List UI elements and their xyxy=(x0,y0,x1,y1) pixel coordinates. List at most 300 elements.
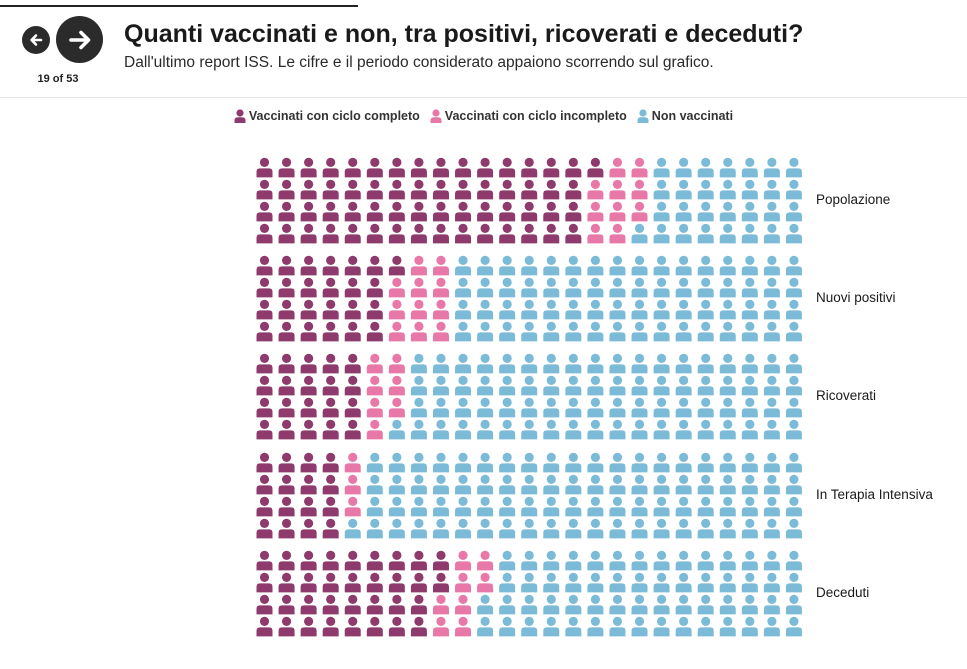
person-icon-completo xyxy=(411,595,427,615)
person-icon-completo xyxy=(345,224,361,244)
person-icon-non_vaccinati xyxy=(654,573,670,593)
person-icon-non_vaccinati xyxy=(609,617,625,637)
person-icon-non_vaccinati xyxy=(499,354,515,374)
person-icon-completo xyxy=(257,453,273,473)
person-icon-incompleto xyxy=(367,420,383,440)
person-icon-non_vaccinati xyxy=(676,224,692,244)
person-icon-non_vaccinati xyxy=(676,354,692,374)
person-icon-completo xyxy=(455,202,471,222)
person-icon-non_vaccinati xyxy=(543,595,559,615)
person-icon-completo xyxy=(257,180,273,200)
person-icon-completo xyxy=(279,354,295,374)
person-icon-non_vaccinati xyxy=(455,376,471,396)
person-icon-non_vaccinati xyxy=(609,475,625,495)
person-icon-non_vaccinati xyxy=(764,519,780,539)
person-icon-non_vaccinati xyxy=(455,453,471,473)
person-icon-completo xyxy=(323,551,339,571)
person-icon-non_vaccinati xyxy=(455,398,471,418)
person-icon-non_vaccinati xyxy=(389,453,405,473)
person-icon-non_vaccinati xyxy=(499,519,515,539)
person-icon-incompleto xyxy=(433,278,449,298)
person-icon-non_vaccinati xyxy=(720,420,736,440)
person-icon-non_vaccinati xyxy=(499,322,515,342)
person-icon-completo xyxy=(257,224,273,244)
person-icon-non_vaccinati xyxy=(720,300,736,320)
person-icon-non_vaccinati xyxy=(654,202,670,222)
person-icon-completo xyxy=(367,551,383,571)
person-icon-non_vaccinati xyxy=(676,278,692,298)
person-icon-completo xyxy=(257,354,273,374)
person-icon-non_vaccinati xyxy=(654,453,670,473)
person-icon-completo xyxy=(389,595,405,615)
person-icon-non_vaccinati xyxy=(367,519,383,539)
person-icon-non_vaccinati xyxy=(698,300,714,320)
person-icon-non_vaccinati xyxy=(654,256,670,276)
person-icon-non_vaccinati xyxy=(632,300,648,320)
person-icon-non_vaccinati xyxy=(565,551,581,571)
person-icon-completo xyxy=(301,256,317,276)
person-icon-completo xyxy=(301,497,317,517)
person-icon-completo xyxy=(433,202,449,222)
person-icon-incompleto xyxy=(389,398,405,418)
person-icon-completo xyxy=(323,354,339,374)
person-icon-non_vaccinati xyxy=(587,420,603,440)
person-icon-completo xyxy=(323,158,339,178)
person-icon-non_vaccinati xyxy=(632,354,648,374)
person-icon-completo xyxy=(543,202,559,222)
person-icon-non_vaccinati xyxy=(587,573,603,593)
person-icon-completo xyxy=(345,180,361,200)
person-icon-non_vaccinati xyxy=(587,322,603,342)
person-icon-completo xyxy=(367,617,383,637)
person-icon-non_vaccinati xyxy=(609,573,625,593)
person-icon-non_vaccinati xyxy=(698,322,714,342)
person-icon-non_vaccinati xyxy=(786,398,802,418)
person-icon-non_vaccinati xyxy=(543,354,559,374)
person-icon-non_vaccinati xyxy=(477,256,493,276)
waffle-row-2 xyxy=(257,354,802,440)
person-icon-non_vaccinati xyxy=(720,617,736,637)
person-icon-incompleto xyxy=(345,453,361,473)
person-icon-incompleto xyxy=(433,617,449,637)
person-icon-completo xyxy=(323,322,339,342)
person-icon-non_vaccinati xyxy=(499,398,515,418)
person-icon-non_vaccinati xyxy=(786,617,802,637)
person-icon-incompleto xyxy=(411,322,427,342)
person-icon-completo xyxy=(411,180,427,200)
person-icon-non_vaccinati xyxy=(764,256,780,276)
person-icon-completo xyxy=(301,398,317,418)
person-icon-completo xyxy=(257,278,273,298)
person-icon-completo xyxy=(345,300,361,320)
person-icon-completo xyxy=(345,398,361,418)
person-icon-non_vaccinati xyxy=(676,420,692,440)
person-icon-non_vaccinati xyxy=(698,573,714,593)
person-icon-non_vaccinati xyxy=(742,475,758,495)
person-icon-completo xyxy=(345,595,361,615)
person-icon-incompleto xyxy=(433,256,449,276)
person-icon-non_vaccinati xyxy=(786,300,802,320)
person-icon-non_vaccinati xyxy=(654,300,670,320)
person-icon-non_vaccinati xyxy=(632,497,648,517)
person-icon-non_vaccinati xyxy=(786,551,802,571)
person-icon-non_vaccinati xyxy=(786,497,802,517)
person-icon-completo xyxy=(323,300,339,320)
person-icon-incompleto xyxy=(345,475,361,495)
person-icon-non_vaccinati xyxy=(521,617,537,637)
person-icon-non_vaccinati xyxy=(676,453,692,473)
person-icon-non_vaccinati xyxy=(764,300,780,320)
person-icon-non_vaccinati xyxy=(764,497,780,517)
person-icon-non_vaccinati xyxy=(698,519,714,539)
person-icon-non_vaccinati xyxy=(411,497,427,517)
person-icon-completo xyxy=(257,376,273,396)
person-icon-non_vaccinati xyxy=(786,202,802,222)
person-icon-non_vaccinati xyxy=(521,453,537,473)
person-icon-non_vaccinati xyxy=(720,354,736,374)
person-icon-completo xyxy=(257,398,273,418)
person-icon-completo xyxy=(279,617,295,637)
person-icon-non_vaccinati xyxy=(764,180,780,200)
person-icon-non_vaccinati xyxy=(499,573,515,593)
person-icon-non_vaccinati xyxy=(433,398,449,418)
person-icon-non_vaccinati xyxy=(587,376,603,396)
person-icon-completo xyxy=(257,300,273,320)
person-icon-non_vaccinati xyxy=(676,519,692,539)
person-icon-completo xyxy=(477,224,493,244)
person-icon-non_vaccinati xyxy=(742,420,758,440)
person-icon-non_vaccinati xyxy=(654,180,670,200)
person-icon-non_vaccinati xyxy=(654,322,670,342)
person-icon-incompleto xyxy=(455,551,471,571)
person-icon-non_vaccinati xyxy=(742,573,758,593)
person-icon-completo xyxy=(521,158,537,178)
person-icon-non_vaccinati xyxy=(477,398,493,418)
person-icon-completo xyxy=(367,224,383,244)
person-icon-non_vaccinati xyxy=(676,256,692,276)
person-icon-completo xyxy=(323,573,339,593)
person-icon-non_vaccinati xyxy=(654,224,670,244)
person-icon-non_vaccinati xyxy=(477,300,493,320)
person-icon-non_vaccinati xyxy=(764,202,780,222)
legend-label-incompleto: Vaccinati con ciclo incompleto xyxy=(444,109,627,123)
person-icon-completo xyxy=(301,453,317,473)
person-icon-completo xyxy=(257,420,273,440)
legend-label-non-vaccinati: Non vaccinati xyxy=(651,109,734,123)
person-icon-completo xyxy=(411,617,427,637)
person-icon-non_vaccinati xyxy=(632,398,648,418)
person-icon-non_vaccinati xyxy=(411,453,427,473)
person-icon-completo xyxy=(279,420,295,440)
person-icon-completo xyxy=(367,300,383,320)
person-icon-completo xyxy=(301,475,317,495)
person-icon-non_vaccinati xyxy=(587,595,603,615)
person-icon-non_vaccinati xyxy=(543,300,559,320)
person-icon-completo xyxy=(345,617,361,637)
person-icon-incompleto xyxy=(587,180,603,200)
person-icon-non_vaccinati xyxy=(389,497,405,517)
person-icon-non_vaccinati xyxy=(742,322,758,342)
person-icon-incompleto xyxy=(389,354,405,374)
person-icon-non_vaccinati xyxy=(720,256,736,276)
person-icon-non_vaccinati xyxy=(587,551,603,571)
person-icon-non_vaccinati xyxy=(499,300,515,320)
person-icon-completo xyxy=(565,180,581,200)
person-icon-non_vaccinati xyxy=(632,519,648,539)
person-icon-non_vaccinati xyxy=(499,376,515,396)
person-icon-non_vaccinati xyxy=(764,376,780,396)
person-icon-incompleto xyxy=(367,376,383,396)
person-icon-non_vaccinati xyxy=(587,617,603,637)
person-icon-completo xyxy=(345,551,361,571)
person-icon-non_vaccinati xyxy=(609,300,625,320)
person-icon-completo xyxy=(477,202,493,222)
person-icon-non_vaccinati xyxy=(587,453,603,473)
person-icon-incompleto xyxy=(433,322,449,342)
person-icon-incompleto xyxy=(411,300,427,320)
person-icon-completo xyxy=(301,224,317,244)
person-icon-non_vaccinati xyxy=(433,475,449,495)
person-icon-non_vaccinati xyxy=(720,224,736,244)
person-icon-completo xyxy=(323,398,339,418)
person-icon-completo xyxy=(411,202,427,222)
person-icon-non_vaccinati xyxy=(499,617,515,637)
person-icon-non_vaccinati xyxy=(742,256,758,276)
person-icon-completo xyxy=(389,551,405,571)
person-icon-completo xyxy=(389,617,405,637)
person-icon-completo xyxy=(279,180,295,200)
person-icon-non_vaccinati xyxy=(389,420,405,440)
person-icon-completo xyxy=(279,519,295,539)
person-icon-non_vaccinati xyxy=(499,256,515,276)
person-icon-completo xyxy=(323,595,339,615)
person-icon-completo xyxy=(345,158,361,178)
person-icon-non_vaccinati xyxy=(720,158,736,178)
person-icon-completo xyxy=(455,180,471,200)
person-icon-non_vaccinati xyxy=(609,256,625,276)
person-icon-non_vaccinati xyxy=(632,278,648,298)
person-icon-completo xyxy=(367,573,383,593)
person-icon-non_vaccinati xyxy=(543,551,559,571)
person-icon-non_vaccinati xyxy=(411,398,427,418)
person-icon-non_vaccinati xyxy=(477,617,493,637)
person-icon-non_vaccinati xyxy=(676,202,692,222)
page-title: Quanti vaccinati e non, tra positivi, ricoverati e deceduti? xyxy=(124,20,804,48)
person-icon-completo xyxy=(455,224,471,244)
legend-label-completo: Vaccinati con ciclo completo xyxy=(248,109,420,123)
person-icon-completo xyxy=(367,322,383,342)
person-icon-completo xyxy=(323,376,339,396)
person-icon-non_vaccinati xyxy=(499,420,515,440)
person-icon-non_vaccinati xyxy=(786,595,802,615)
person-icon-non_vaccinati xyxy=(609,497,625,517)
person-icon-completo xyxy=(367,180,383,200)
person-icon-non_vaccinati xyxy=(565,300,581,320)
person-icon-non_vaccinati xyxy=(455,322,471,342)
person-icon-incompleto xyxy=(455,573,471,593)
person-icon-completo xyxy=(389,202,405,222)
person-icon-non_vaccinati xyxy=(587,398,603,418)
person-icon-completo xyxy=(301,519,317,539)
person-icon-non_vaccinati xyxy=(698,180,714,200)
person-icon-completo xyxy=(411,158,427,178)
person-icon-completo xyxy=(521,224,537,244)
person-icon-non_vaccinati xyxy=(632,475,648,495)
person-icon-completo xyxy=(433,551,449,571)
person-icon-non_vaccinati xyxy=(587,475,603,495)
person-icon-completo xyxy=(323,453,339,473)
person-icon-non_vaccinati xyxy=(521,519,537,539)
person-icon-non_vaccinati xyxy=(786,158,802,178)
person-icon-incompleto xyxy=(345,497,361,517)
person-icon-non_vaccinati xyxy=(543,573,559,593)
person-icon-non_vaccinati xyxy=(632,617,648,637)
person-icon-non_vaccinati xyxy=(433,497,449,517)
person-icon-completo xyxy=(279,300,295,320)
waffle-row-4 xyxy=(257,551,802,637)
person-icon-non_vaccinati xyxy=(455,256,471,276)
person-icon-completo xyxy=(323,497,339,517)
person-icon-non_vaccinati xyxy=(654,551,670,571)
person-icon-completo xyxy=(389,224,405,244)
person-icon-non_vaccinati xyxy=(565,278,581,298)
person-icon-completo xyxy=(477,158,493,178)
person-icon-completo xyxy=(345,322,361,342)
person-icon-completo xyxy=(543,224,559,244)
person-icon-completo xyxy=(389,256,405,276)
person-icon-non_vaccinati xyxy=(477,595,493,615)
person-icon-non_vaccinati xyxy=(543,376,559,396)
person-icon-completo xyxy=(521,202,537,222)
person-icon-completo xyxy=(323,420,339,440)
person-icon-non_vaccinati xyxy=(587,519,603,539)
person-icon-non_vaccinati xyxy=(521,595,537,615)
person-icon-non_vaccinati xyxy=(521,376,537,396)
person-icon-non_vaccinati xyxy=(698,453,714,473)
person-icon-completo xyxy=(345,376,361,396)
person-icon-completo xyxy=(257,551,273,571)
person-icon-non_vaccinati xyxy=(742,617,758,637)
person-icon-non_vaccinati xyxy=(720,551,736,571)
person-icon-non_vaccinati xyxy=(543,519,559,539)
person-icon-incompleto xyxy=(367,354,383,374)
person-icon-incompleto xyxy=(609,224,625,244)
person-icon-incompleto xyxy=(389,300,405,320)
person-icon-non_vaccinati xyxy=(609,398,625,418)
person-icon-completo xyxy=(257,256,273,276)
person-icon-non_vaccinati xyxy=(698,551,714,571)
person-icon-completo xyxy=(257,617,273,637)
person-icon-non_vaccinati xyxy=(543,475,559,495)
person-icon-non_vaccinati xyxy=(764,322,780,342)
person-icon-non_vaccinati xyxy=(587,354,603,374)
person-icon-incompleto xyxy=(433,300,449,320)
person-icon-completo xyxy=(323,224,339,244)
person-icon-incompleto xyxy=(477,573,493,593)
person-icon-non_vaccinati xyxy=(654,519,670,539)
person-icon-non_vaccinati xyxy=(764,595,780,615)
row-label: Ricoverati xyxy=(816,388,877,403)
person-icon-non_vaccinati xyxy=(411,519,427,539)
person-icon-non_vaccinati xyxy=(764,475,780,495)
person-icon-incompleto xyxy=(632,180,648,200)
person-icon-completo xyxy=(477,180,493,200)
person-icon-completo xyxy=(279,376,295,396)
person-icon-completo xyxy=(367,202,383,222)
person-icon-completo xyxy=(279,202,295,222)
person-icon-non_vaccinati xyxy=(742,180,758,200)
person-icon-completo xyxy=(279,497,295,517)
person-icon-completo xyxy=(433,180,449,200)
person-icon-completo xyxy=(279,398,295,418)
person-icon-incompleto xyxy=(411,278,427,298)
person-icon-non_vaccinati xyxy=(698,376,714,396)
person-icon-non_vaccinati xyxy=(764,420,780,440)
person-icon-non_vaccinati xyxy=(742,595,758,615)
person-icon-completo xyxy=(433,573,449,593)
row-label: Nuovi positivi xyxy=(816,290,896,305)
person-icon-non_vaccinati xyxy=(455,354,471,374)
person-icon-non_vaccinati xyxy=(521,322,537,342)
person-icon-non_vaccinati xyxy=(698,202,714,222)
person-icon-non_vaccinati xyxy=(676,497,692,517)
person-icon-completo xyxy=(301,322,317,342)
person-icon-non_vaccinati xyxy=(521,551,537,571)
person-icon-non_vaccinati xyxy=(786,224,802,244)
person-icon-non_vaccinati xyxy=(609,322,625,342)
person-icon-completo xyxy=(345,354,361,374)
person-icon-non_vaccinati xyxy=(632,256,648,276)
row-label: In Terapia Intensiva xyxy=(816,487,933,502)
person-icon-completo xyxy=(301,420,317,440)
person-icon-completo xyxy=(257,202,273,222)
person-icon-non_vaccinati xyxy=(676,595,692,615)
person-icon-non_vaccinati xyxy=(565,453,581,473)
person-icon-non_vaccinati xyxy=(720,519,736,539)
person-icon-completo xyxy=(323,278,339,298)
person-icon-completo xyxy=(301,551,317,571)
person-icon-non_vaccinati xyxy=(764,398,780,418)
person-icon-completo xyxy=(301,573,317,593)
person-icon-non_vaccinati xyxy=(521,573,537,593)
person-icon-completo xyxy=(323,617,339,637)
person-icon-non_vaccinati xyxy=(609,278,625,298)
person-icon-completo xyxy=(301,278,317,298)
person-icon-non_vaccinati xyxy=(720,180,736,200)
person-icon-non_vaccinati xyxy=(654,475,670,495)
person-icon-non_vaccinati xyxy=(764,278,780,298)
person-icon-non_vaccinati xyxy=(565,420,581,440)
person-icon-completo xyxy=(257,158,273,178)
person-icon-non_vaccinati xyxy=(455,519,471,539)
person-icon-non_vaccinati xyxy=(742,278,758,298)
person-icon-non_vaccinati xyxy=(786,322,802,342)
person-icon-non_vaccinati xyxy=(609,453,625,473)
person-icon-non_vaccinati xyxy=(786,376,802,396)
person-icon-completo xyxy=(257,475,273,495)
person-icon-incompleto xyxy=(609,158,625,178)
person-icon-non_vaccinati xyxy=(720,497,736,517)
person-icon-non_vaccinati xyxy=(698,398,714,418)
person-icon-non_vaccinati xyxy=(521,256,537,276)
person-icon-non_vaccinati xyxy=(477,322,493,342)
person-icon-non_vaccinati xyxy=(433,453,449,473)
person-icon-non_vaccinati xyxy=(742,224,758,244)
person-icon-completo xyxy=(389,573,405,593)
person-icon-non_vaccinati xyxy=(720,278,736,298)
person-icon-non_vaccinati xyxy=(521,475,537,495)
person-icon-non_vaccinati xyxy=(499,278,515,298)
